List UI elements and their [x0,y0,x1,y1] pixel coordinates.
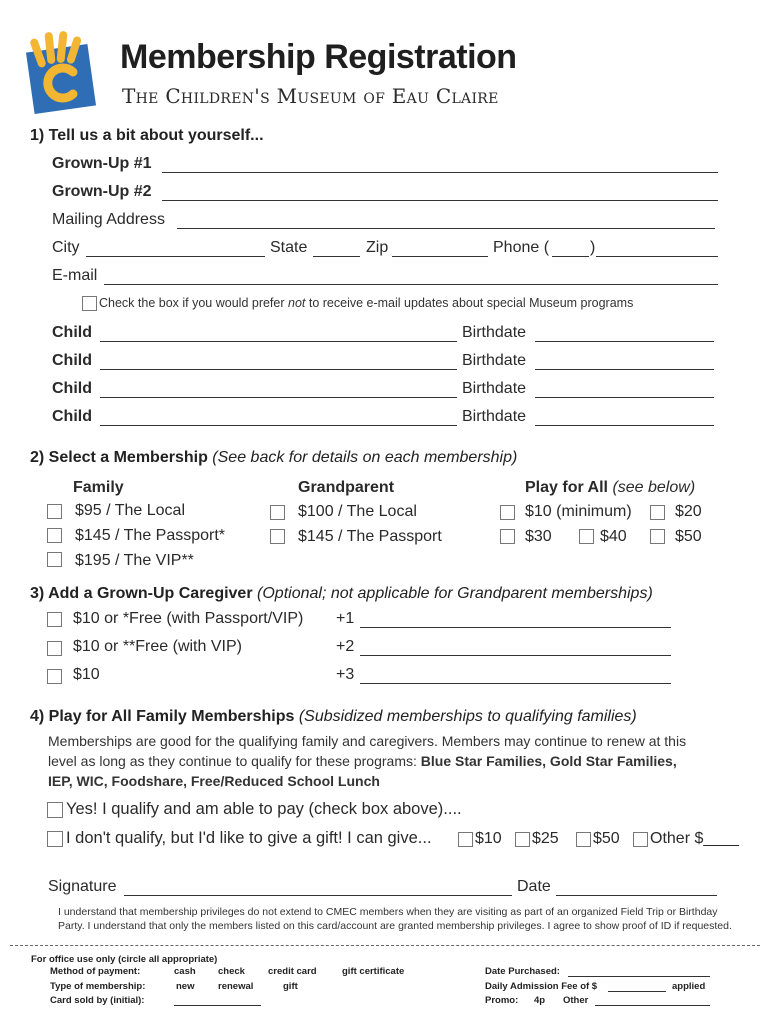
gift-label: I don't qualify, but I'd like to give a gift! I can give... [66,829,432,847]
email-label: E-mail [52,267,98,284]
child-3-birthdate-label: Birthdate [462,380,527,397]
mailing-address-label: Mailing Address [52,211,165,228]
museum-logo [26,30,98,114]
grandparent-local-checkbox[interactable] [270,505,285,520]
payment-gift-certificate: gift certificate [342,966,405,977]
child-1-birthdate-label: Birthdate [462,324,527,341]
gift-checkbox[interactable] [47,831,63,847]
daily-fee-label: Daily Admission Fee of $ [485,981,598,992]
signature-label: Signature [48,878,117,895]
payment-method-label: Method of payment: [50,966,141,977]
grownup-1-field[interactable] [162,172,718,173]
date-purchased-label: Date Purchased: [485,966,560,977]
grandparent-title: Grandparent [298,479,395,496]
date-label: Date [517,878,551,895]
gift-other-label: Other $____ [650,830,739,847]
pfa-50-checkbox[interactable] [650,529,665,544]
agreement-line1: I understand that membership privileges do not extend to CMEC members when they are visiting as part of an organized Field Trip or Birthday [58,906,718,918]
caregiver-1-field[interactable] [360,627,671,628]
sold-by-field[interactable] [174,1005,261,1006]
child-3-birthdate-field[interactable] [535,397,714,398]
pfa-10-checkbox[interactable] [500,505,515,520]
agreement-line2: Party. I understand that only the members listed on this card/account are granted membership privileges. I agree to show proof of ID if requested. [58,920,732,932]
gift-other-checkbox[interactable] [633,832,648,847]
family-vip-label: $195 / The VIP** [75,552,194,569]
caregiver-1-label: $10 or *Free (with Passport/VIP) [73,610,304,627]
cut-line [10,945,760,946]
section-4-para-line1: Memberships are good for the qualifying family and caregivers. Members may continue to renew at this [48,733,687,749]
phone-close-paren: ) [590,239,596,256]
child-1-field[interactable] [100,341,457,342]
child-4-field[interactable] [100,425,457,426]
grandparent-passport-checkbox[interactable] [270,529,285,544]
section-2-heading: 2) Select a Membership (See back for details on each membership) [30,449,518,466]
phone-field[interactable] [596,256,718,257]
child-3-field[interactable] [100,397,457,398]
child-2-birthdate-label: Birthdate [462,352,527,369]
state-field[interactable] [313,256,360,257]
gift-50-checkbox[interactable] [576,832,591,847]
caregiver-2-field[interactable] [360,655,671,656]
caregiver-plus-3: +3 [336,666,355,683]
gift-25-label: $25 [532,830,559,847]
membership-type-label: Type of membership: [50,981,146,992]
pfa-30-label: $30 [525,528,552,545]
type-new: new [176,981,195,992]
mailing-address-field[interactable] [177,228,715,229]
payment-credit-card: credit card [268,966,317,977]
gift-50-label: $50 [593,830,620,847]
gift-10-label: $10 [475,830,502,847]
pfa-30-checkbox[interactable] [500,529,515,544]
phone-label: Phone ( [493,239,550,256]
family-vip-checkbox[interactable] [47,552,62,567]
promo-4p: 4p [534,995,546,1006]
email-optout-label: Check the box if you would prefer not to receive e-mail updates about special Museum programs [99,296,634,310]
grownup-2-label: Grown-Up #2 [52,183,152,200]
child-4-label: Child [52,408,92,425]
pfa-50-label: $50 [675,528,702,545]
pfa-40-checkbox[interactable] [579,529,594,544]
city-label: City [52,239,80,256]
child-2-birthdate-field[interactable] [535,369,714,370]
state-label: State [270,239,308,256]
child-2-label: Child [52,352,92,369]
section-3-heading: 3) Add a Grown-Up Caregiver (Optional; not applicable for Grandparent memberships) [30,585,653,602]
child-4-birthdate-field[interactable] [535,425,714,426]
caregiver-2-checkbox[interactable] [47,641,62,656]
city-field[interactable] [86,256,265,257]
pfa-20-checkbox[interactable] [650,505,665,520]
qualify-yes-label: Yes! I qualify and am able to pay (check box above).... [66,800,462,818]
child-1-birthdate-field[interactable] [535,341,714,342]
pfa-40-label: $40 [600,528,627,545]
child-2-field[interactable] [100,369,457,370]
zip-label: Zip [366,239,389,256]
grandparent-passport-label: $145 / The Passport [298,528,442,545]
promo-other-label: Other [563,995,589,1006]
child-1-label: Child [52,324,92,341]
caregiver-plus-2: +2 [336,638,355,655]
play-for-all-title: Play for All (see below) [525,479,696,496]
daily-fee-field[interactable] [608,991,666,992]
payment-cash: cash [174,966,196,977]
type-renewal: renewal [218,981,254,992]
family-passport-checkbox[interactable] [47,528,62,543]
caregiver-3-label: $10 [73,666,100,683]
grownup-1-label: Grown-Up #1 [52,155,152,172]
signature-field[interactable] [124,895,512,896]
family-local-checkbox[interactable] [47,504,62,519]
promo-label: Promo: [485,995,519,1006]
caregiver-2-label: $10 or **Free (with VIP) [73,638,242,655]
type-gift: gift [283,981,298,992]
section-1-heading: 1) Tell us a bit about yourself... [30,127,264,144]
gift-10-checkbox[interactable] [458,832,473,847]
section-4-heading: 4) Play for All Family Memberships (Subsidized memberships to qualifying families) [30,708,637,725]
section-4-para-line2: level as long as they continue to qualify for these programs: Blue Star Families, Gold Star Families, [48,753,677,769]
pfa-20-label: $20 [675,503,702,520]
qualify-yes-checkbox[interactable] [47,802,63,818]
family-title: Family [73,479,124,496]
grownup-2-field[interactable] [162,200,718,201]
email-field[interactable] [104,284,718,285]
phone-area-field[interactable] [552,256,589,257]
family-passport-label: $145 / The Passport* [75,527,226,544]
child-3-label: Child [52,380,92,397]
payment-check: check [218,966,245,977]
date-purchased-field[interactable] [568,976,710,977]
caregiver-3-field[interactable] [360,683,671,684]
office-use-title: For office use only (circle all appropriate) [31,954,218,965]
daily-fee-applied: applied [672,981,706,992]
gift-25-checkbox[interactable] [515,832,530,847]
page-title: Membership Registration [120,38,517,76]
family-local-label: $95 / The Local [75,502,186,519]
promo-other-field[interactable] [595,1005,710,1006]
caregiver-1-checkbox[interactable] [47,612,62,627]
date-field[interactable] [556,895,717,896]
zip-field[interactable] [392,256,488,257]
email-optout-checkbox[interactable] [82,296,97,311]
child-4-birthdate-label: Birthdate [462,408,527,425]
page-subtitle: The Children's Museum of Eau Claire [122,84,499,108]
sold-by-label: Card sold by (initial): [50,995,145,1006]
section-4-para-line3: IEP, WIC, Foodshare, Free/Reduced School Lunch [48,773,380,789]
caregiver-plus-1: +1 [336,610,355,627]
caregiver-3-checkbox[interactable] [47,669,62,684]
pfa-10-label: $10 (minimum) [525,503,632,520]
grandparent-local-label: $100 / The Local [298,503,417,520]
